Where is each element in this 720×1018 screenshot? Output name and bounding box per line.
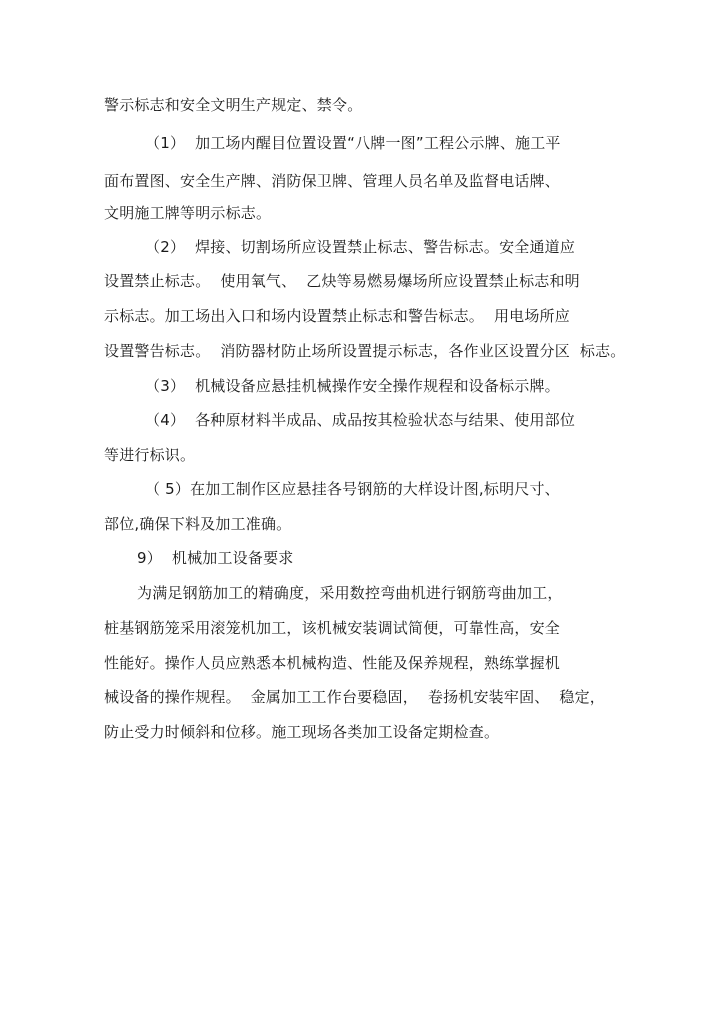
text-line: 为满足钢筋加工的精确度，采用数控弯曲机进行钢筋弯曲加工， <box>137 584 563 602</box>
text-line: 械设备的操作规程。 金属加工工作台要稳固， 卷扬机安装牢固、 稳定， <box>104 688 606 706</box>
text-line: 示标志。加工场出入口和场内设置禁止标志和警告标志。 用电场所应 <box>104 307 570 325</box>
text-line: 设置警告标志。 消防器材防止场所设置提示标志，各作业区设置分区 标志。 <box>104 342 626 360</box>
section-heading: 9） 机械加工设备要求 <box>137 549 294 567</box>
text-line: （4） 各种原材料半成品、成品按其检验状态与结果、使用部位 <box>145 411 576 429</box>
text-line: 设置禁止标志。 使用氧气、 乙炔等易燃易爆场所应设置禁止标志和明 <box>104 272 580 290</box>
text-line: 桩基钢筋笼采用滚笼机加工，该机械安装调试简便，可靠性高，安全 <box>104 619 561 637</box>
text-line: 性能好。操作人员应熟悉本机械构造、性能及保养规程，熟练掌握机 <box>104 654 561 672</box>
text-line: （1） 加工场内醒目位置设置“八牌一图”工程公示牌、施工平 <box>145 134 561 152</box>
text-line: 部位,确保下料及加工准确。 <box>104 515 292 533</box>
text-line: （ 5）在加工制作区应悬挂各号钢筋的大样设计图,标明尺寸、 <box>145 480 560 498</box>
text-line: （3） 机械设备应悬挂机械操作安全操作规程和设备标示牌。 <box>145 377 560 395</box>
text-line: 面布置图、安全生产牌、消防保卫牌、管理人员名单及监督电话牌、 <box>104 172 561 190</box>
text-line: （2） 焊接、切割场所应设置禁止标志、警告标志。安全通道应 <box>145 238 576 256</box>
text-line: 防止受力时倾斜和位移。施工现场各类加工设备定期检查。 <box>104 723 500 741</box>
text-line: 文明施工牌等明示标志。 <box>104 204 272 222</box>
text-line: 警示标志和安全文明生产规定、禁令。 <box>104 96 363 114</box>
text-line: 等进行标识。 <box>104 446 196 464</box>
